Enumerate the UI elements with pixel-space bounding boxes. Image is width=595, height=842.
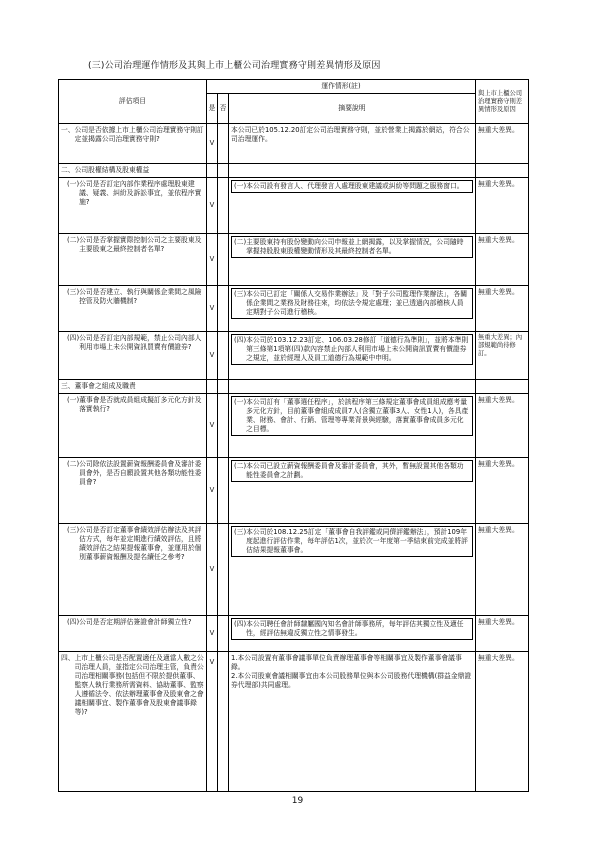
- table-row: [59, 286, 529, 332]
- governance-table: [58, 79, 529, 792]
- diff-cell: [476, 380, 529, 394]
- no-mark: [218, 616, 229, 652]
- table-row: [59, 164, 529, 178]
- diff-cell: 無重大差異。: [476, 616, 529, 652]
- diff-cell: 無重大差異。: [476, 286, 529, 332]
- header-summary: 摘要說明: [229, 94, 476, 124]
- no-mark: [218, 234, 229, 286]
- summary-cell: (二) 主要股東持有股份變動向公司申報並上網揭露，以及掌握情況，公司隨時掌握持股股東股權變動情形及其最終控制者名單。: [229, 234, 476, 286]
- header-yes: 是: [207, 94, 218, 124]
- eval-item-cell: 一、 公司是否依據上市上櫃公司治理實務守則訂定並揭露公司治理實務守則?: [59, 124, 207, 164]
- yes-mark: V: [207, 524, 218, 616]
- summary-cell: [229, 380, 476, 394]
- diff-cell: [476, 164, 529, 178]
- no-mark: [218, 286, 229, 332]
- header-diff: 與上市上櫃公司治理實務守則差異情形及原因: [476, 80, 529, 124]
- diff-cell: 無重大差異。: [476, 124, 529, 164]
- no-mark: [218, 524, 229, 616]
- table-row: [59, 332, 529, 380]
- header-no: 否: [218, 94, 229, 124]
- table-row: [59, 616, 529, 652]
- eval-item-cell: (三) 公司是否建立、執行與關係企業間之風險控管及防火牆機制?: [59, 286, 207, 332]
- eval-item-cell: 三、 董事會之組成及職責: [59, 380, 207, 394]
- yes-mark: [207, 380, 218, 394]
- no-mark: [218, 332, 229, 380]
- yes-mark: V: [207, 458, 218, 524]
- summary-list-item: 2.本公司股東會議相關事宜由本公司股務單位與本公司股務代理機構(群益金鼎證券代理部)共同處理。: [231, 672, 472, 689]
- no-mark: [218, 652, 229, 792]
- yes-mark: V: [207, 616, 218, 652]
- eval-item-cell: 二、 公司股權結構及股東權益: [59, 164, 207, 178]
- table-row: [59, 380, 529, 394]
- header-eval-item: 評估項目: [59, 80, 207, 124]
- header-status: 運作情形(註): [207, 80, 476, 94]
- page-number: 19: [291, 796, 304, 806]
- table-row: [59, 652, 529, 792]
- yes-mark: V: [207, 394, 218, 458]
- diff-cell: 無重大差異。: [476, 652, 529, 792]
- summary-cell: (二) 本公司已設立薪資報酬委員會及審計委員會，其外，暫無設置其他各類功能性委員會之計劃。: [229, 458, 476, 524]
- yes-mark: V: [207, 178, 218, 234]
- eval-item-cell: (二) 公司除依法設置薪資報酬委員會及審計委員會外，是否自願設置其他各類功能性委員會?: [59, 458, 207, 524]
- summary-cell: 本公司已於105.12.20訂定公司治理實務守則，並於營業上揭露於網站，符合公司治理運作。: [229, 124, 476, 164]
- summary-cell: (四) 本公司於103.12.23訂定、106.03.28修訂「道德行為準則」，並將本準則第三條第1項第(四)款內容禁止內部人利用市場上未公開資訊買賣有價證券之規定，並於經理人及員工道德行為規範中申明。: [229, 332, 476, 380]
- diff-cell: 無重大差異。: [476, 394, 529, 458]
- table-row: [59, 124, 529, 164]
- no-mark: [218, 458, 229, 524]
- no-mark: [218, 178, 229, 234]
- eval-item-cell: 四、 上市上櫃公司是否配置適任及適當人數之公司治理人員，並指定公司治理主管，負責公司治理相關事務(包括但不限於提供董事、監察人執行業務所需資料、協助董事、監察人遵循法令、依法辦理董事會及股東會之會議相關事宜、製作董事會及股東會議事錄等)?: [59, 652, 207, 792]
- yes-mark: V: [207, 234, 218, 286]
- eval-item-cell: (四) 公司是否定期評估簽證會計師獨立性?: [59, 616, 207, 652]
- yes-mark: V: [207, 652, 218, 792]
- no-mark: [218, 394, 229, 458]
- summary-cell: (一) 本公司訂有「董事選任程序」，於該程序第三條規定董事會成員組成應考量多元化方針，目前董事會組成成員7人(含獨立董事3人、女性1人)，各具產業、財務、會計、行銷、管理等專業背景與經驗，落實董事會成員多元化之目標。: [229, 394, 476, 458]
- summary-cell: (三) 本公司於108.12.25訂定「董事會自我評鑑或同儕評鑑辦法」，預計109年度起進行評估作業，每年評估1次，並於次一年度第一季結束前完成並將評估結果提報董事會。: [229, 524, 476, 616]
- eval-item-cell: (四) 公司是否訂定內部規範，禁止公司內部人利用市場上未公開資訊買賣有價證券?: [59, 332, 207, 380]
- eval-item-cell: (二) 公司是否掌握實際控制公司之主要股東及主要股東之最終控制者名單?: [59, 234, 207, 286]
- table-row: [59, 234, 529, 286]
- table-row: [59, 394, 529, 458]
- eval-item-cell: (三) 公司是否訂定董事會績效評估辦法及其評估方式，每年並定期進行績效評估，且將績效評估之結果提報董事會，並運用於個別董事薪資報酬及提名續任之參考?: [59, 524, 207, 616]
- yes-mark: V: [207, 124, 218, 164]
- table-row: [59, 458, 529, 524]
- no-mark: [218, 124, 229, 164]
- table-row: [59, 524, 529, 616]
- header-row-1: [59, 80, 529, 94]
- summary-cell: [229, 164, 476, 178]
- section-title: (三)公司治理運作情形及其與上市上櫃公司治理實務守則差異情形及原因: [88, 61, 381, 71]
- yes-mark: V: [207, 286, 218, 332]
- diff-cell: 無重大差異。: [476, 234, 529, 286]
- diff-cell: 無重大差異。: [476, 458, 529, 524]
- summary-cell: (三) 本公司已訂定「關係人交易作業辦法」及「對子公司監理作業辦法」，各關係企業間之業務及財務往來，均依法令規定處理；並已透過內部稽核人員定期對子公司進行稽核。: [229, 286, 476, 332]
- no-mark: [218, 164, 229, 178]
- no-mark: [218, 380, 229, 394]
- diff-cell: 無重大差異；內部規範尚待修訂。: [476, 332, 529, 380]
- summary-list-item: 1.本公司設置有董事會議事單位負責辦理董事會等相關事宜及製作董事會議事錄。: [231, 654, 462, 671]
- summary-cell: (四) 本公司聘任會計師隸屬國內知名會計師事務所，每年評估其獨立性及適任性，經評估無違反獨立性之情事發生。: [229, 616, 476, 652]
- summary-cell: [229, 652, 476, 792]
- table-row: [59, 178, 529, 234]
- yes-mark: V: [207, 332, 218, 380]
- eval-item-cell: (一) 公司是否訂定內部作業程序處理股東建議、疑義、糾紛及訴訟事宜，並依程序實施?: [59, 178, 207, 234]
- eval-item-cell: (一) 董事會是否就成員組成擬訂多元化方針及落實執行?: [59, 394, 207, 458]
- yes-mark: [207, 164, 218, 178]
- diff-cell: 無重大差異。: [476, 524, 529, 616]
- summary-cell: (一) 本公司設有發言人、代理發言人處理股東建議或糾紛等問題之服務窗口。: [229, 178, 476, 234]
- diff-cell: 無重大差異。: [476, 178, 529, 234]
